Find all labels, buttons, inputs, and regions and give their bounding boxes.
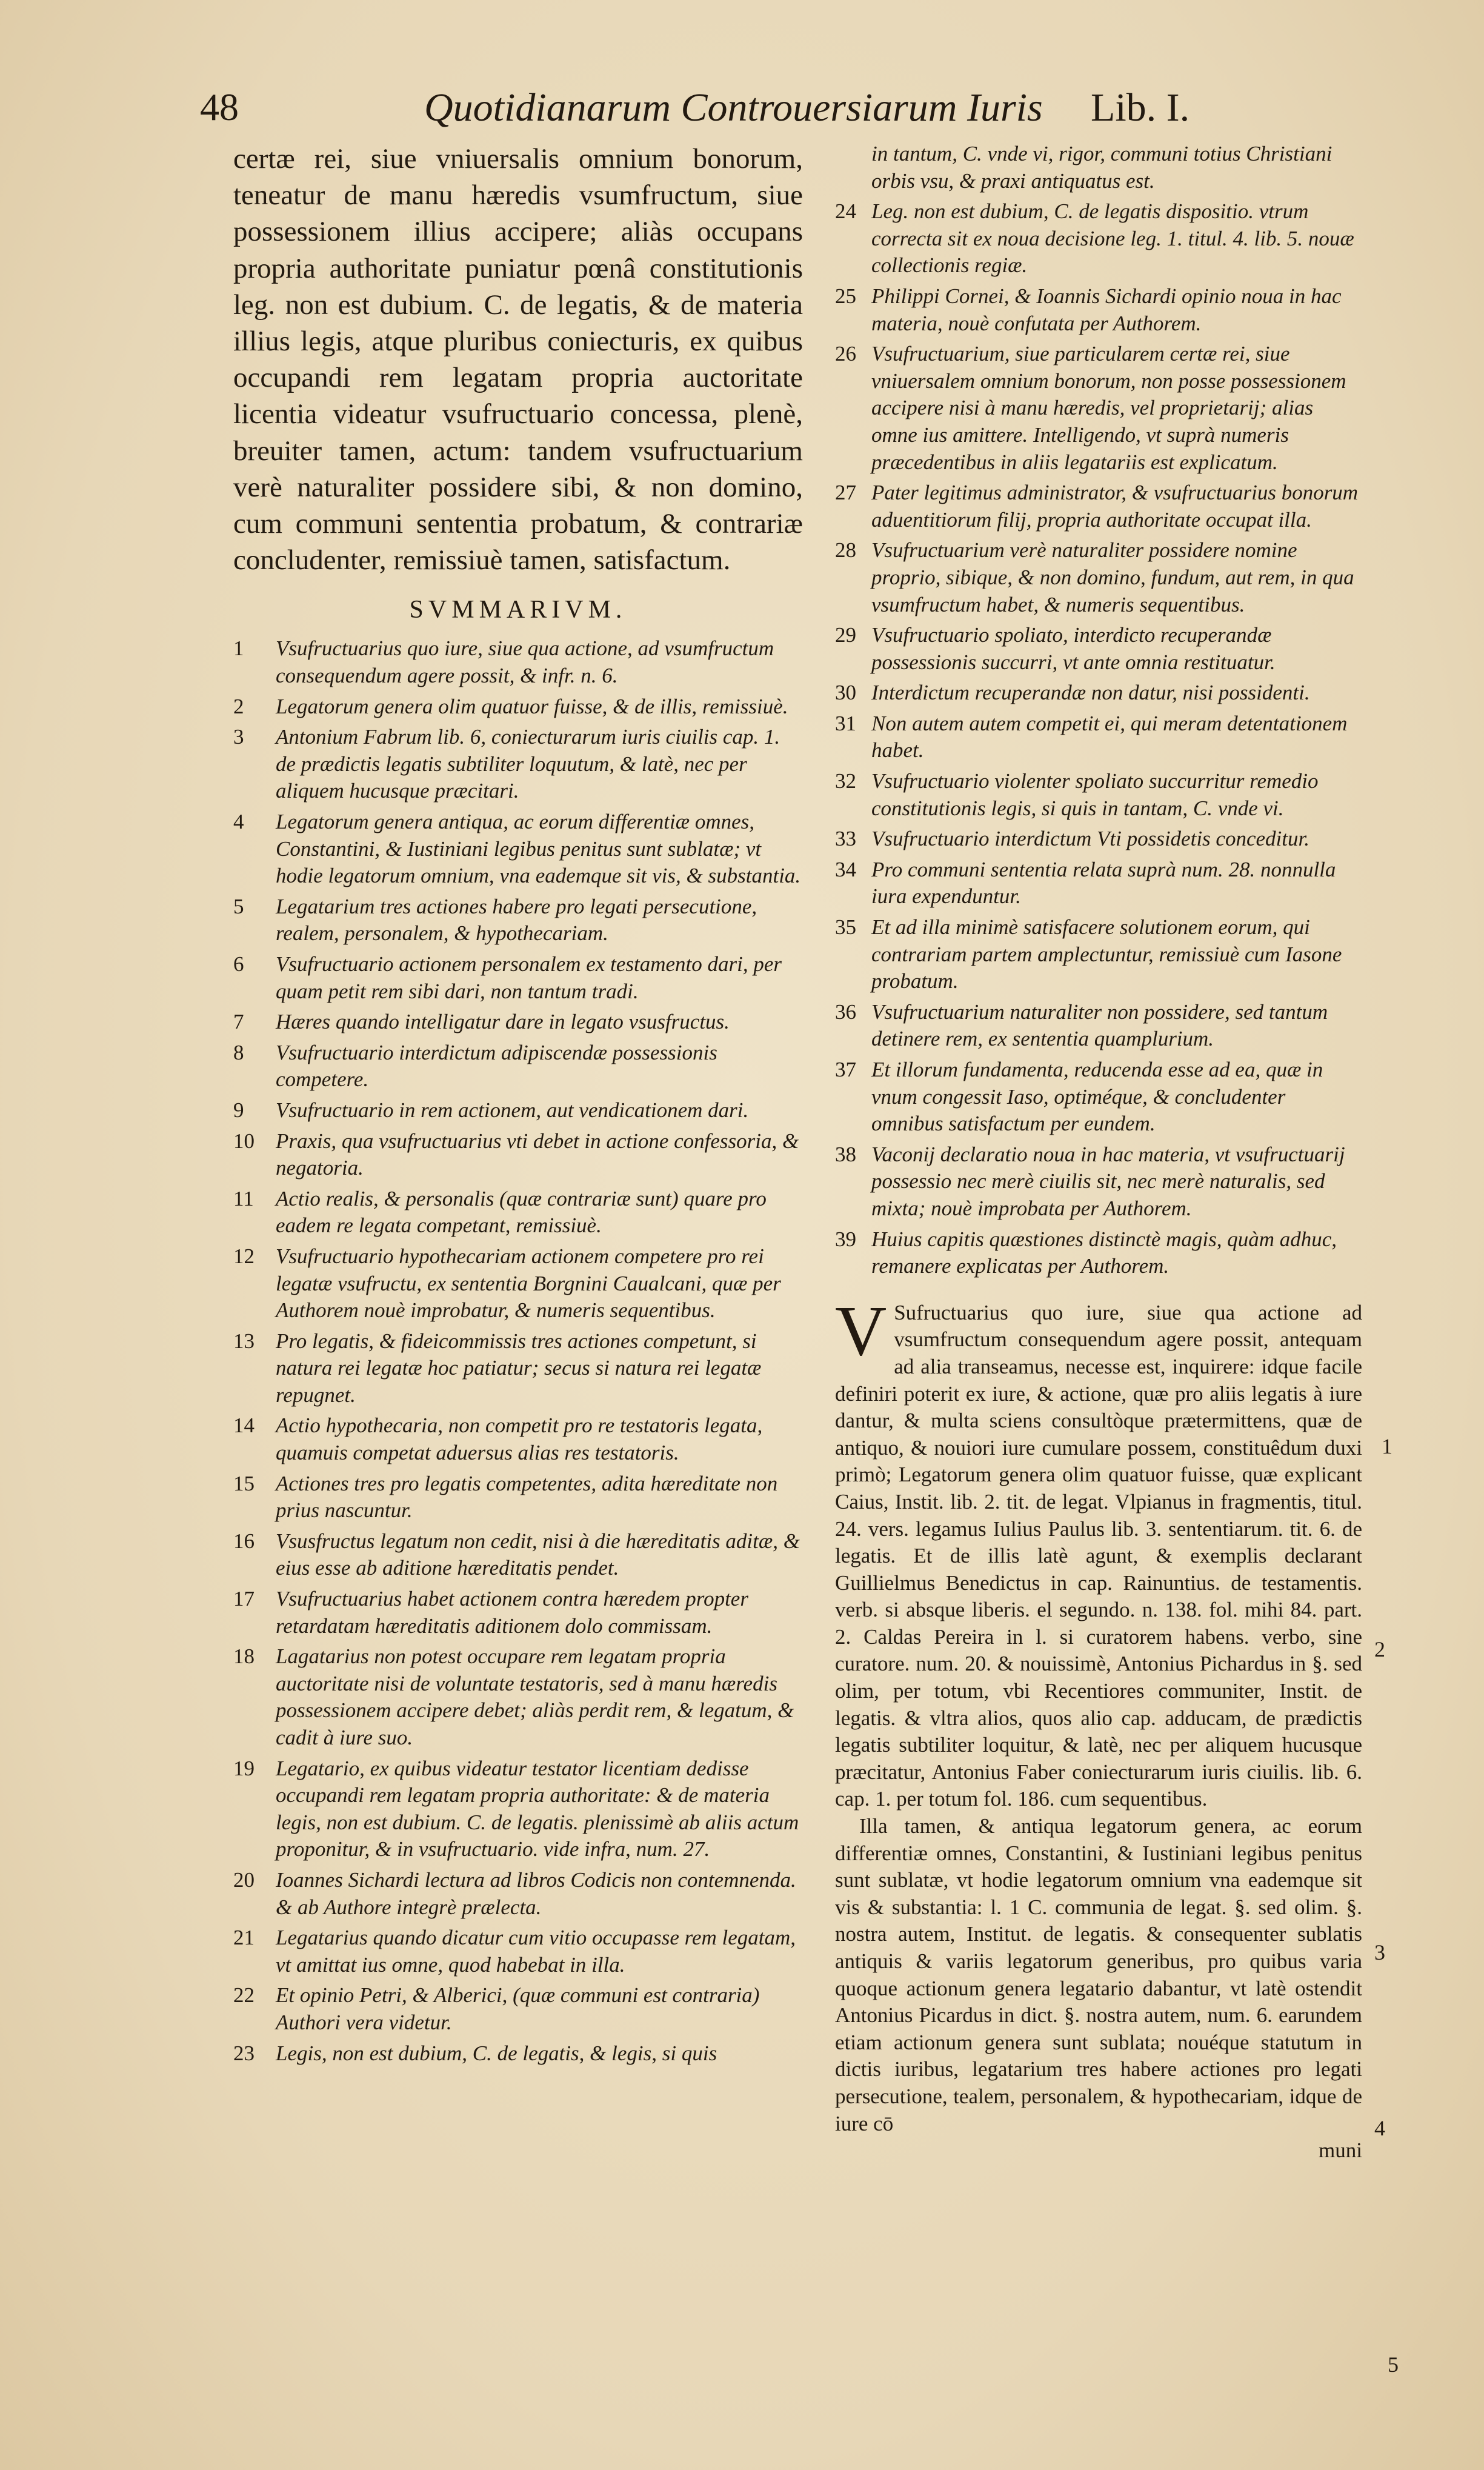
summary-item-number: 24 [835, 199, 856, 224]
summary-item-number: 28 [835, 538, 856, 562]
summary-item-number: 33 [835, 827, 856, 851]
summary-item [233, 1586, 803, 1640]
summary-item [233, 1528, 803, 1582]
summary-item-text: Vsufructuarius habet actionem contra hæredem propter retardatam hæreditatis aditionem dolo commissam. [276, 1587, 748, 1638]
summary-item-number: 13 [233, 1329, 255, 1353]
summary-item-number: 34 [835, 857, 856, 881]
margin-number-2: 2 [1374, 1637, 1385, 1661]
summary-item-text: Praxis, qua vsufructuarius vti debet in actione confessoria, & negatoria. [276, 1129, 799, 1180]
summary-item [835, 999, 1362, 1053]
summary-item-text: Vsufructuario hypothecariam actionem competere pro rei legatæ vsufructu, ex sententia Borgnini Caualcani, quæ per Authorem nouè improbatur, & numeris sequentibus. [276, 1244, 781, 1323]
summary-item-number: 27 [835, 481, 856, 505]
summary-item [835, 198, 1362, 279]
summary-item-number: 26 [835, 342, 856, 366]
left-column [233, 141, 803, 2071]
summary-item [233, 1097, 803, 1124]
margin-number-4: 4 [1374, 2116, 1385, 2140]
summary-item [835, 856, 1362, 910]
summary-item [835, 768, 1362, 822]
summary-item [835, 479, 1362, 533]
summary-item-text: Vsufructuarium naturaliter non possidere, sed tantum detinere rem, ex sententia quamplurium. [871, 1000, 1328, 1051]
paragraph-1: V Sufructuarius quo iure, siue qua actione ad vsumfructum consequendum agere possit, antequam ad alia transeamus, necesse est, inquirere: idque facile definiri poterit ex iure, & actione, quæ pro aliis legatis à iure dantur, & multa sciens consultòque prætermittens, quæ de antiquo, & nouiori iure cumulare possem, constituêdum duxi primò; Legatorum genera olim quatuor fuisse, quæ explicant Caius, Instit. lib. 2. tit. de legat. Vlpianus in fragmentis, titul. 24. vers. legamus Iulius Paulus lib. 3. sententiarum. tit. 6. de legatis. Et de illis latè agunt, & exemplis declarant Guillielmus Benedictus in cap. Rainuntius. de testamentis. verb. si absque liberis. el segundo. n. 138. fol. mihi 84. part. 2. Caldas Pereira in l. si curatorem habens. verbo, sine curatore. num. 20. & nouissimè, Antonius Pichardus in §. sed olim, per totum, vbi Recentiores communiter, Instit. de legatis. & vltra alios, quos alio cap. adducam, de prædictis legatis subtiliter loquitur, & latè, nec per aliquem hucusque præcitatur, Antonius Faber coniecturarum iuris ciuilis. lib. 6. cap. 1. per totum fol. 186. cum sequentibus. [835, 1290, 1362, 1811]
summary-item-text: Pro communi sententia relata suprà num. 28. nonnulla iura expenduntur. [871, 857, 1336, 909]
summary-item [835, 283, 1362, 337]
summary-item-number: 9 [233, 1098, 244, 1122]
summary-item-text: Vsufructuarium, siue particularem certæ rei, siue vniuersalem omnium bonorum, non posse possessionem accipere nisi à manu hæredis, vel proprietarij; alias omne ius amittere. Intelligendo, vt suprà numeris præcedentibus in aliis legatariis est explicatum. [871, 342, 1346, 474]
page-header [200, 85, 1218, 139]
summary-item-text: Pater legitimus administrator, & vsufructuarius bonorum aduentitiorum filij, propria authoritate occupat illa. [871, 481, 1359, 532]
summary-item-text: Actiones tres pro legatis competentes, adita hæreditate non prius nascuntur. [276, 1471, 778, 1523]
summary-item-text: Ioannes Sichardi lectura ad libros Codicis non contemnenda. & ab Authore integrè prælecta. [276, 1868, 796, 1919]
summary-item-number: 1 [233, 636, 244, 661]
summary-item-number: 16 [233, 1529, 255, 1553]
summary-item [233, 724, 803, 805]
summary-item [835, 679, 1362, 707]
summary-item [835, 826, 1362, 853]
summary-item-text: Legis, non est dubium, C. de legatis, & legis, si quis [276, 2041, 717, 2065]
summary-item [835, 341, 1362, 476]
summary-item [233, 1186, 803, 1240]
summary-item-text: Huius capitis quæstiones distinctè magis, quàm adhuc, remanere explicatas per Authorem. [871, 1227, 1337, 1278]
summary-item-number: 10 [233, 1129, 255, 1153]
summary-item [233, 1867, 803, 1921]
summary-item [835, 1226, 1362, 1280]
summary-item-text: Pro legatis, & fideicommissis tres actiones competunt, si natura rei legatæ hoc patiatur; secus si natura rei legatæ repugnet. [276, 1329, 762, 1407]
summary-item-number: 25 [835, 284, 856, 308]
summary-item-number: 23 [233, 2041, 255, 2065]
summary-item-text: Vsufructuarius quo iure, siue qua actione, ad vsumfructum consequendum agere possit, & infr. n. 6. [276, 636, 774, 688]
summary-item-text: Vsufructuario violenter spoliato succurritur remedio constitutionis legis, si quis in tantam, C. vnde vi. [871, 769, 1319, 820]
summary-item-number: 29 [835, 623, 856, 647]
summary-item [233, 2040, 803, 2068]
summary-item-number: 35 [835, 915, 856, 940]
summary-item [233, 1128, 803, 1182]
summary-list-left [233, 635, 803, 2067]
summary-item-text: Lagatarius non potest occupare rem legatam propria auctoritate nisi de voluntate testatoris, sed à manu hæredis possessionem accipere debet; aliàs perdit rem, & legatum, & cadit à iure suo. [276, 1644, 794, 1749]
summary-item [233, 635, 803, 689]
summary-item-text: Legatarium tres actiones habere pro legati persecutione, realem, personalem, & hypothecariam. [276, 894, 757, 946]
summary-list-right-items [835, 198, 1362, 1280]
summary-item-number: 12 [233, 1244, 255, 1268]
summary-item [233, 809, 803, 890]
summary-item-number: 5 [233, 894, 244, 918]
summary-item [233, 1009, 803, 1036]
summary-item-text: Vsufructuario interdictum Vti possidetis conceditur. [871, 827, 1309, 851]
summary-item-number: 37 [835, 1058, 856, 1081]
summary-item [835, 710, 1362, 764]
summary-item [233, 1328, 803, 1409]
main-text [835, 1290, 1362, 2165]
summary-item [233, 1243, 803, 1324]
summary-item-text: Vsusfructus legatum non cedit, nisi à die hæreditatis aditæ, & eius esse ab aditione hæreditatis pendet. [276, 1529, 800, 1580]
summary-item-text: Vsufructuario actionem personalem ex testamento dari, per quam petit rem sibi dari, non tantum tradi. [276, 952, 782, 1003]
summary-item-number: 2 [233, 694, 244, 718]
summary-item [835, 1141, 1362, 1223]
summary-item-text: Et illorum fundamenta, reducenda esse ad ea, quæ in vnum congessit Iaso, optiméque, & concludenter omnibus satisfactum per eundem. [871, 1058, 1323, 1136]
summary-item-number: 22 [233, 1983, 255, 2008]
summary-item [233, 893, 803, 947]
paragraph-2: Illa tamen, & antiqua legatorum genera, ac eorum differentiæ omnes, Constantini, & Iustiniani legibus penitus sunt sublatæ, vt hodie legatorum omnium vna eademque sit vis & substantia: l. 1 C. communia de legat. §. sed olim. §. nostra autem, Institut. de legatis. & consequenter sublatis antiquis & variis legatorum generibus, pro quibus varia quoque actionum genera legatario dabantur, vt latè ostendit Antonius Picardus in dict. §. nostra autem, num. 6. earundem etiam actionum genera sunt sublata; nouéque statutum in dictis iuribus, legatarium tres habere actiones pro legati persecutione, tealem, personalem, & hypothecariam, idque de iure cō [835, 1814, 1362, 2135]
summary-item [835, 1056, 1362, 1138]
summary-item-number: 36 [835, 1000, 856, 1024]
summary-item-number: 3 [233, 725, 244, 749]
book-indicator: Lib. I. [1091, 85, 1190, 130]
summary-item-text: Vaconij declaratio noua in hac materia, vt vsufructuarij possessio nec merè ciuilis sit, nec merè naturalis, sed mixta; nouè improbata per Authorem. [871, 1142, 1345, 1220]
summary-item [233, 1982, 803, 2036]
summary-item-text: Vsufructuario spoliato, interdicto recuperandæ possessionis succurri, vt ante omnia restituatur. [871, 623, 1276, 674]
summary-item-number: 32 [835, 769, 856, 793]
summary-item-text: Legatorum genera olim quatuor fuisse, & de illis, remissiuè. [276, 694, 788, 718]
summary-item [233, 1924, 803, 1978]
summary-item-number: 17 [233, 1587, 255, 1611]
summary-continuation: in tantum, C. vnde vi, rigor, communi totius Christiani orbis vsu, & praxi antiquatus est. [871, 142, 1333, 193]
summary-item-number: 8 [233, 1040, 244, 1064]
summary-item-number: 18 [233, 1644, 255, 1669]
right-column [835, 141, 1362, 2165]
summary-item-text: Legatarius quando dicatur cum vitio occupasse rem legatam, vt amittat ius omne, quod habebat in illa. [276, 1926, 796, 1977]
summary-item-text: Non autem autem competit ei, qui meram detentationem habet. [871, 711, 1348, 763]
summary-list-right [835, 141, 1362, 195]
summary-item-number: 6 [233, 952, 244, 976]
summary-item-text: Interdictum recuperandæ non datur, nisi possidenti. [871, 681, 1310, 705]
page-number: 48 [200, 85, 239, 129]
summary-item [835, 622, 1362, 676]
summary-item-text: Actio realis, & personalis (quæ contrariæ sunt) quare pro eadem re legata competant, remissiuè. [276, 1186, 767, 1238]
summary-item-text: Philippi Cornei, & Ioannis Sichardi opinio noua in hac materia, nouè confutata per Authorem. [871, 284, 1342, 335]
summary-item-text: Vsufructuario interdictum adipiscendæ possessionis competere. [276, 1040, 717, 1092]
summary-item-number: 39 [835, 1227, 856, 1251]
margin-number-1: 1 [1382, 1434, 1392, 1458]
summary-item-number: 7 [233, 1010, 244, 1034]
summary-item-number: 19 [233, 1756, 255, 1780]
drop-cap: V [835, 1290, 887, 1370]
summary-item-number: 21 [233, 1926, 255, 1950]
summary-item-number: 11 [233, 1186, 254, 1210]
running-title: Quotidianarum Controuersiarum Iuris [424, 85, 1043, 130]
summary-item-number: 30 [835, 681, 856, 705]
intro-text: certæ rei, siue vniuersalis omnium bonorum, teneatur de manu hæredis vsumfructum, siue possessionem illius accipere; aliàs occupans propria authoritate puniatur pœnâ constitutionis leg. non est dubium. C. de legatis, & de materia illius legis, atque pluribus coniecturis, ex quibus occupandi rem legatam propria auctoritate licentia videatur vsufructuario concessa, plenè, breuiter tamen, actum: tandem vsufructuarium verè naturaliter possidere sibi, & non domino, cum communi sententia probatum, & contrariæ concludenter, remissiuè tamen, satisfactum. [233, 143, 803, 576]
summary-item-text: Et ad illa minimè satisfacere solutionem eorum, qui contrariam partem amplectuntur, remissiuè cum Iasone probatum. [871, 915, 1342, 993]
catchword: muni [1319, 2138, 1362, 2163]
summary-item-text: Legatario, ex quibus videatur testator licentiam dedisse occupandi rem legatam propria authoritate: & de materia legis, non est dubium. C. de legatis. plenissimè ab aliis actum proponitur, & in vsufructuario. vide infra, num. 27. [276, 1756, 799, 1861]
chapter-intro [233, 141, 803, 578]
summary-item [233, 1040, 803, 1093]
summary-item-text: Hæres quando intelligatur dare in legato vsusfructus. [276, 1010, 730, 1034]
summary-item [233, 1470, 803, 1524]
summary-item-text: Vsufructuarium verè naturaliter possidere nomine proprio, sibique, & non domino, fundum, aut rem, in qua vsumfructum habet, & numeris sequentibus. [871, 538, 1354, 616]
summary-item-number: 14 [233, 1414, 255, 1438]
summary-title: SVMMARIVM. [409, 596, 627, 624]
summary-item [233, 951, 803, 1005]
summary-item-text: Actio hypothecaria, non competit pro re testatoris legata, quamuis competat aduersus alias res testatoris. [276, 1414, 763, 1465]
summary-item-number: 20 [233, 1868, 255, 1892]
summary-item-number: 4 [233, 810, 244, 833]
summary-item [233, 1412, 803, 1466]
margin-number-5: 5 [1388, 2352, 1399, 2377]
summary-item-number: 15 [233, 1471, 255, 1495]
summary-item-text: Et opinio Petri, & Alberici, (quæ communi est contraria) Authori vera videtur. [276, 1983, 760, 2034]
margin-number-3: 3 [1374, 1940, 1385, 1964]
summary-item [835, 537, 1362, 618]
summary-item [835, 914, 1362, 995]
summary-item-number: 31 [835, 711, 856, 735]
summary-item [233, 1643, 803, 1751]
summary-item-text: Legatorum genera antiqua, ac eorum differentiæ omnes, Constantini, & Iustiniani legibus penitus sunt sublatæ; vt hodie legatorum omnium, vna eademque sit vis, & substantia. [276, 810, 801, 888]
summary-item-text: Vsufructuario in rem actionem, aut vendicationem dari. [276, 1098, 749, 1122]
summary-item [233, 693, 803, 721]
summary-item-text: Leg. non est dubium, C. de legatis dispositio. vtrum correcta sit ex noua decisione leg. 1. titul. 4. lib. 5. nouæ collectionis regiæ. [871, 199, 1354, 278]
summary-item [233, 1755, 803, 1863]
summary-item-number: 38 [835, 1142, 856, 1166]
summary-item-text: Antonium Fabrum lib. 6, coniecturarum iuris ciuilis cap. 1. de prædictis legatis subtiliter loquutum, & latè, nec per aliquem hucusque præcitari. [276, 725, 780, 803]
